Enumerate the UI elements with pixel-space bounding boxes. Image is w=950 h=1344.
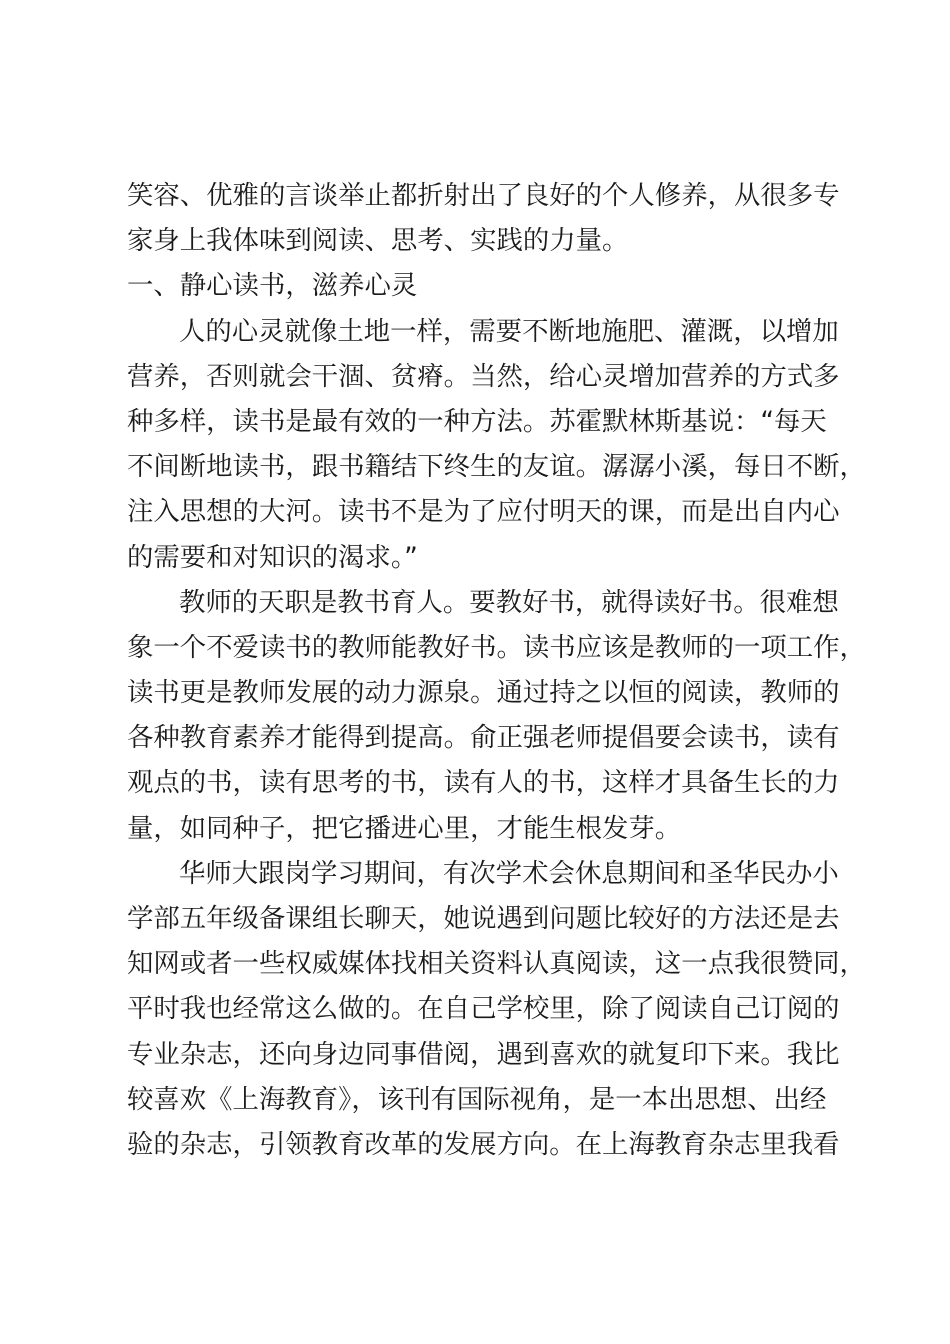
text-line: 观点的书，读有思考的书，读有人的书，这样才具备生长的力 (127, 767, 840, 799)
text-line: 较喜欢《上海教育》，该刊有国际视角，是一本出思想、出经 (127, 1083, 827, 1115)
text-line: 平时我也经常这么做的。在自己学校里，除了阅读自己订阅的 (127, 993, 840, 1025)
text-line: 象一个不爱读书的教师能教好书。读书应该是教师的一项工作， (127, 631, 866, 663)
paragraph-continued (127, 173, 863, 263)
text-line: 种多样，读书是最有效的一种方法。苏霍默林斯基说：“每天 (127, 405, 827, 437)
text-line: 各种教育素养才能得到提高。俞正强老师提倡要会读书，读有 (127, 722, 840, 754)
paragraph (127, 309, 866, 580)
text-line: 营养，否则就会干涸、贫瘠。当然，给心灵增加营养的方式多 (127, 360, 840, 392)
text-line: 验的杂志，引领教育改革的发展方向。在上海教育杂志里我看 (127, 1128, 840, 1160)
text-line: 不间断地读书，跟书籍结下终生的友谊。潺潺小溪，每日不断， (127, 451, 866, 483)
document-body (127, 173, 866, 1167)
heading-text: 一、静心读书，滋养心灵 (127, 270, 418, 302)
section-heading (127, 263, 863, 308)
paragraph (127, 580, 866, 851)
text-line: 量，如同种子，把它播进心里，才能生根发芽。 (127, 812, 682, 844)
paragraph (127, 851, 866, 1167)
text-line: 家身上我体味到阅读、思考、实践的力量。 (127, 225, 629, 257)
text-line: 学部五年级备课组长聊天，她说遇到问题比较好的方法还是去 (127, 903, 840, 934)
text-line: 知网或者一些权威媒体找相关资料认真阅读，这一点我很赞同， (127, 948, 866, 980)
text-line: 注入思想的大河。读书不是为了应付明天的课，而是出自内心 (127, 496, 840, 528)
text-line: 教师的天职是教书育人。要教好书，就得读好书。很难想 (179, 586, 839, 618)
text-line: 读书更是教师发展的动力源泉。通过持之以恒的阅读，教师的 (127, 677, 840, 709)
text-line: 人的心灵就像土地一样，需要不断地施肥、灌溉，以增加 (179, 315, 839, 347)
text-line: 华师大跟岗学习期间，有次学术会休息期间和圣华民办小 (179, 857, 839, 889)
text-line: 专业杂志，还向身边同事借阅，遇到喜欢的就复印下来。我比 (127, 1038, 840, 1070)
text-line: 的需要和对知识的渴求。” (127, 541, 418, 573)
text-line: 笑容、优雅的言谈举止都折射出了良好的个人修养，从很多专 (127, 180, 840, 211)
